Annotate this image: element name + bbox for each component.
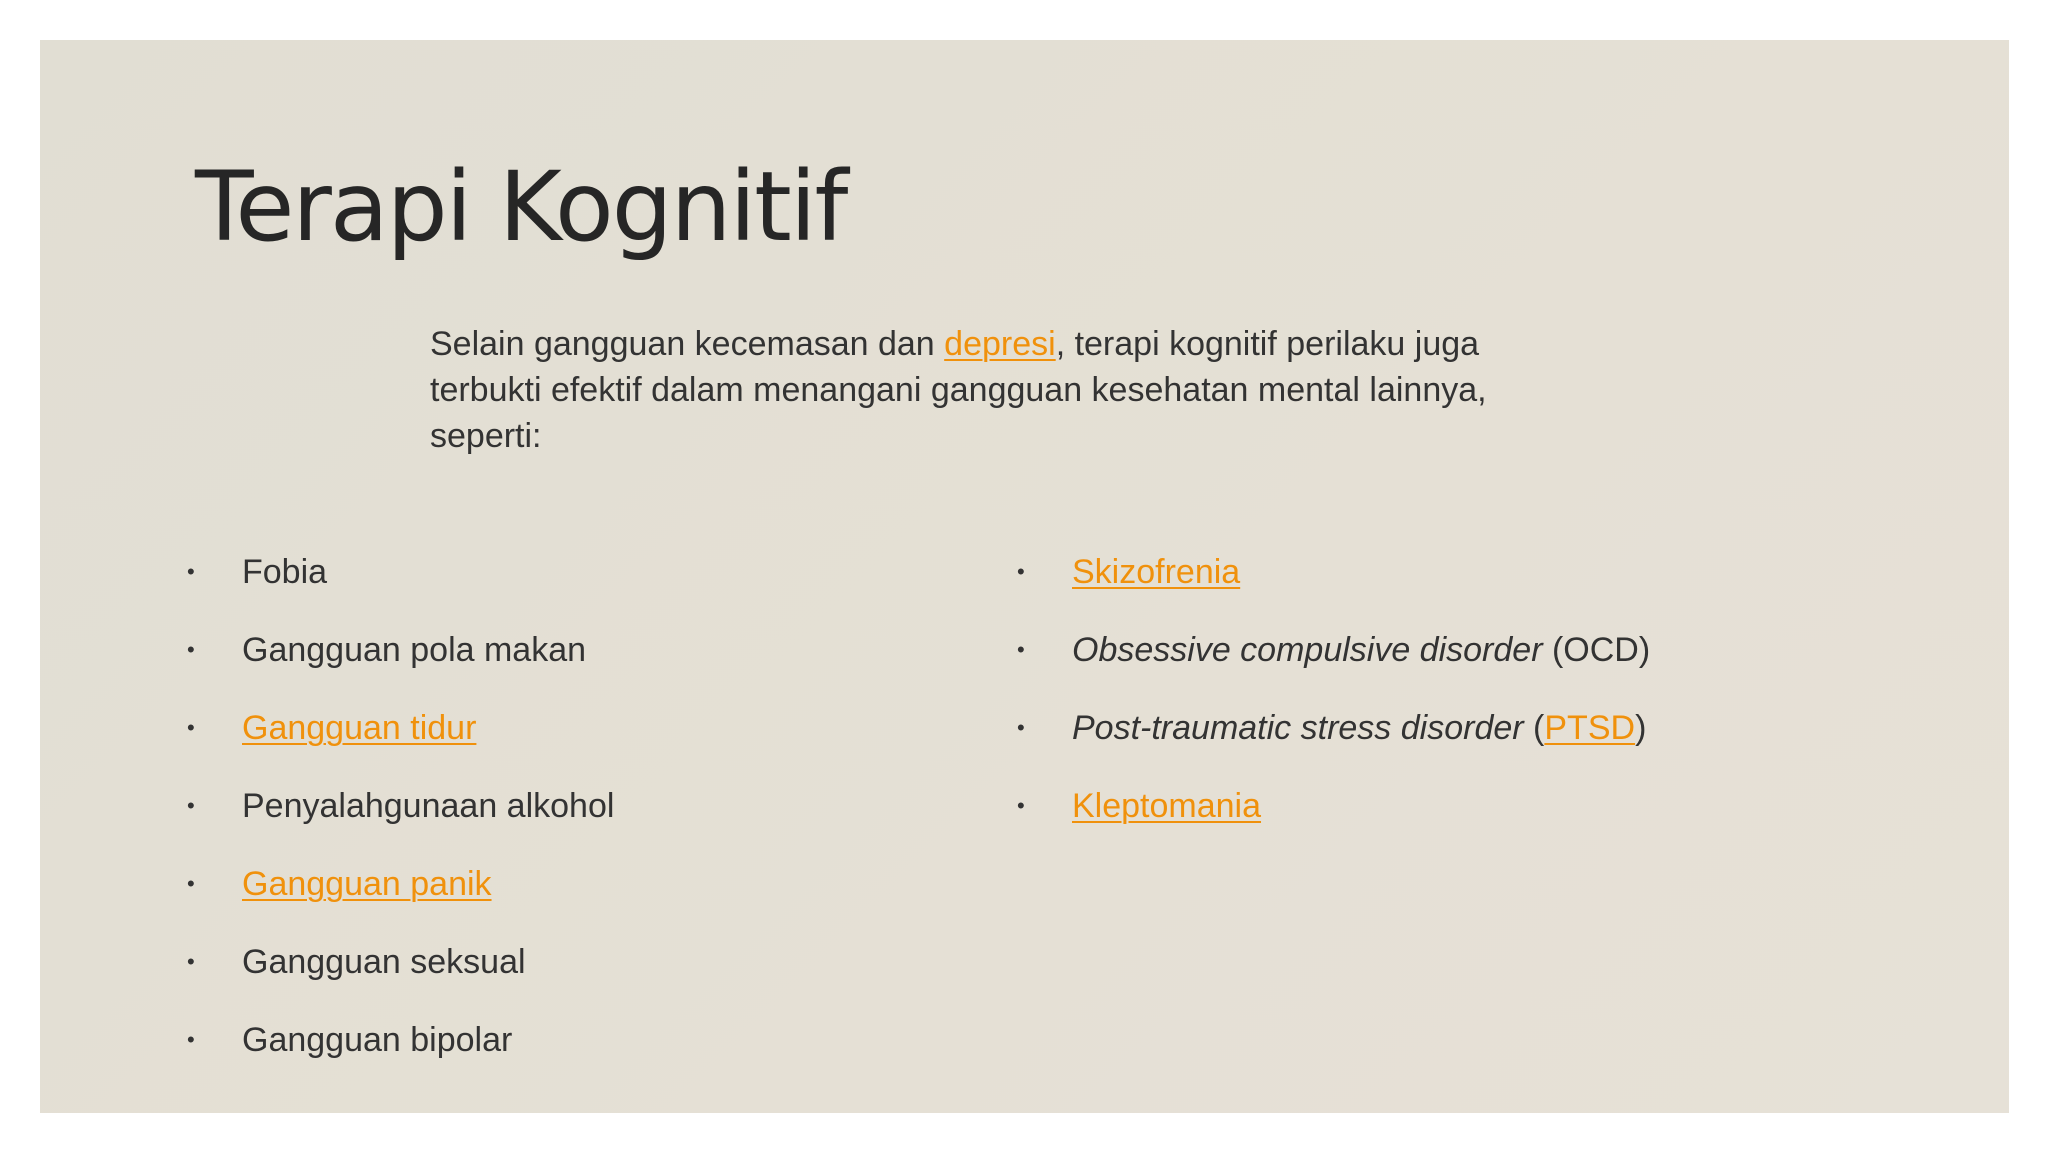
bullet-icon: • (1017, 793, 1025, 818)
list-item (1010, 622, 1910, 700)
bullet-icon: • (187, 559, 195, 584)
list-item (180, 1012, 960, 1090)
intro-text-before: Selain gangguan kecemasan dan (430, 325, 945, 363)
list-item (180, 778, 960, 856)
link-ptsd[interactable]: PTSD (1544, 709, 1636, 747)
list-item-text: Penyalahgunaan alkohol (242, 787, 615, 825)
slide (40, 40, 2009, 1113)
link-gangguan-tidur[interactable]: Gangguan tidur (242, 709, 477, 747)
list-item (1010, 700, 1910, 778)
link-kleptomania[interactable]: Kleptomania (1072, 787, 1262, 825)
list-item (180, 700, 960, 778)
bullet-icon: • (1017, 715, 1025, 740)
bullet-icon: • (187, 715, 195, 740)
bullet-icon: • (1017, 559, 1025, 584)
list-item (1010, 778, 1910, 856)
list-item (1010, 544, 1910, 622)
list-item-text: ) (1635, 709, 1647, 747)
list-item-italic-text: Obsessive compulsive disorder (1072, 631, 1543, 669)
intro-paragraph (430, 321, 1490, 459)
list-item-text: ( (1523, 709, 1545, 747)
bullet-icon: • (1017, 637, 1025, 662)
link-skizofrenia[interactable]: Skizofrenia (1072, 553, 1241, 591)
link-gangguan-panik[interactable]: Gangguan panik (242, 865, 492, 903)
list-item-text: Gangguan pola makan (242, 631, 587, 669)
list-item (180, 934, 960, 1012)
list-item-text: (OCD) (1542, 631, 1651, 669)
bullet-icon: • (187, 793, 195, 818)
bullet-icon: • (187, 871, 195, 896)
list-item (180, 856, 960, 934)
slide-title: Terapi Kognitif (195, 151, 847, 263)
list-item-text: Fobia (242, 553, 328, 591)
list-item (180, 544, 960, 622)
bullet-icon: • (187, 1027, 195, 1052)
bullet-icon: • (187, 637, 195, 662)
bullet-list-left (180, 544, 960, 1090)
list-item-italic-text: Post-traumatic stress disorder (1072, 709, 1524, 747)
intro-text-after: , terapi kognitif perilaku juga terbukti efektif dalam menangani gangguan kesehatan mental lainnya, seperti: (430, 325, 1487, 455)
list-item-text: Gangguan seksual (242, 943, 526, 981)
bullet-list-right (1010, 544, 1910, 856)
bullet-icon: • (187, 949, 195, 974)
list-item (180, 622, 960, 700)
link-depresi[interactable]: depresi (944, 325, 1056, 363)
list-item-text: Gangguan bipolar (242, 1021, 513, 1059)
